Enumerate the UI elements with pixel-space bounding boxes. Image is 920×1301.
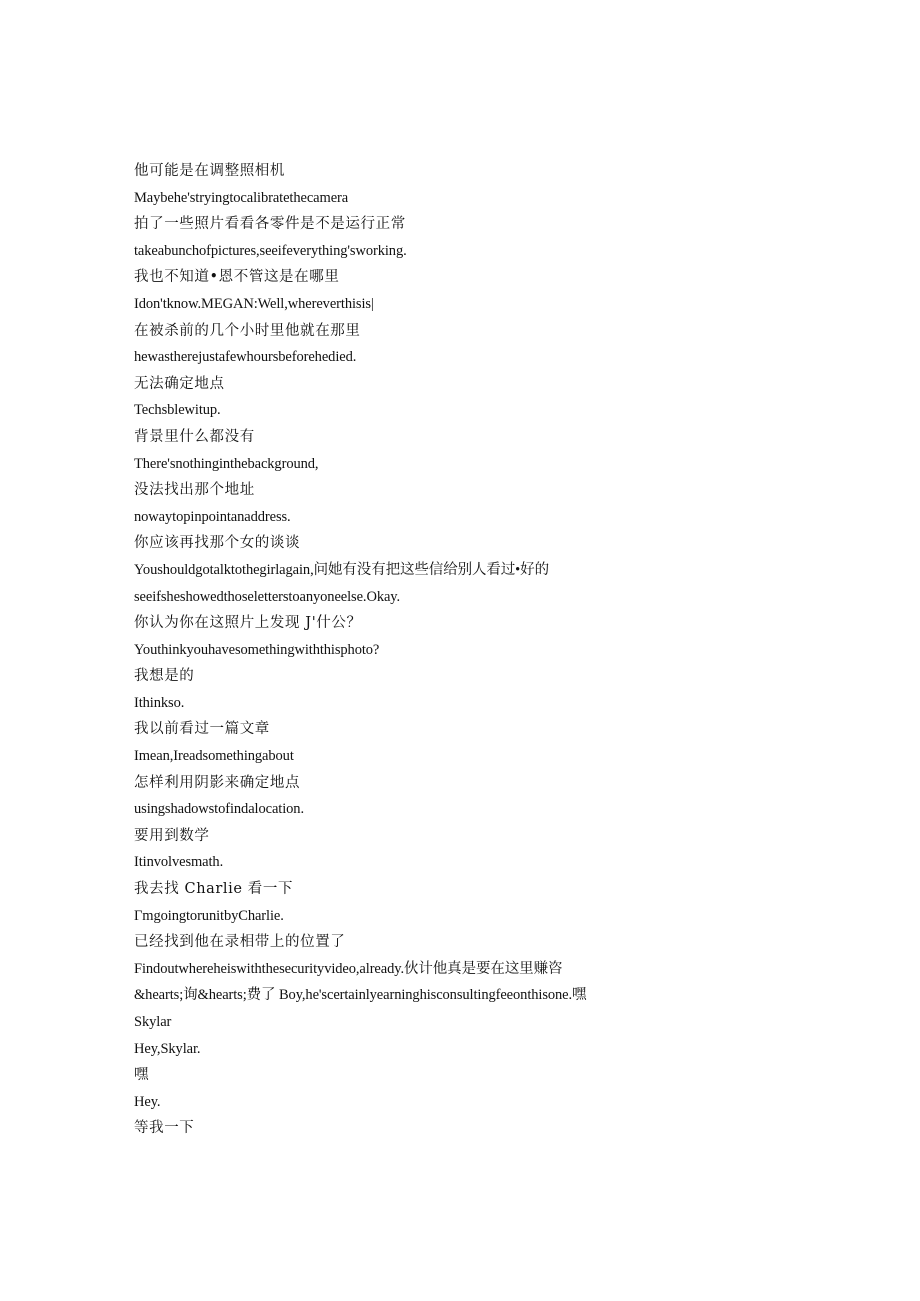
transcript-line-en: Hey,Skylar.: [134, 1040, 201, 1057]
transcript-line-en: usingshadowstofindalocation.: [134, 801, 304, 818]
transcript-line-en: Ithinkso.: [134, 694, 185, 711]
transcript-line-en: Idon'tknow.MEGAN:Well,whereverthisis|: [134, 295, 374, 312]
transcript-line-en: There'snothinginthebackground,: [134, 455, 319, 472]
transcript-line-en: Techsblewitup.: [134, 402, 221, 419]
transcript-line-en: takeabunchofpictures,seeifeverything'sworking.: [134, 242, 407, 259]
transcript-line-en: &hearts;询&hearts;费了 Boy,he'scertainlyearninghisconsultingfeeonthisone.嘿: [134, 987, 587, 1004]
transcript-line-zh: 我以前看过一篇文章: [134, 721, 270, 738]
transcript-line-zh: 无法确定地点: [134, 375, 225, 392]
transcript-line-en: Skylar: [134, 1014, 172, 1030]
transcript-line-zh: 我想是的: [134, 668, 195, 685]
transcript-line-en: Hey.: [134, 1093, 161, 1110]
transcript-line-zh: 我也不知道•恩不管这是在哪里: [134, 269, 340, 286]
transcript-page: [134, 158, 834, 1142]
transcript-line-zh: 拍了一些照片看看各零件是不是运行正常: [134, 216, 406, 233]
transcript-line-en: hewastherejustafewhoursbeforehedied.: [134, 349, 357, 366]
transcript-line-zh: 我去找 Charlie 看一下: [134, 881, 294, 898]
transcript-line-en: Youshouldgotalktothegirlagain,问她有没有把这些信给别人看过•好的: [134, 561, 549, 578]
transcript-line-zh: 你应该再找那个女的谈谈: [134, 535, 301, 552]
transcript-line-zh: 背景里什么都没有: [134, 428, 255, 445]
transcript-line-en: Youthinkyouhavesomethingwiththisphoto?: [134, 641, 380, 658]
transcript-line-zh: 他可能是在调整照相机: [134, 163, 285, 179]
transcript-line-zh: 怎样利用阴影来确定地点: [134, 774, 301, 791]
transcript-line-en: Itinvolvesmath.: [134, 854, 224, 871]
transcript-line-zh: 没法找出那个地址: [134, 482, 255, 499]
transcript-line-en: Findoutwhereheiswiththesecurityvideo,already.伙计他真是要在这里赚咨: [134, 960, 563, 977]
transcript-line-zh: 等我一下: [134, 1120, 195, 1137]
transcript-line-zh: 要用到数学: [134, 827, 210, 844]
transcript-line-zh: 在被杀前的几个小时里他就在那里: [134, 322, 361, 339]
transcript-line-en: nowaytopinpointanaddress.: [134, 508, 291, 525]
transcript-line-en: Imean,Ireadsomethingabout: [134, 748, 294, 765]
transcript-line-en: seeifsheshowedthoseletterstoanyoneelse.Okay.: [134, 588, 401, 605]
transcript-line-zh: 你认为你在这照片上发现 J'什公？: [134, 615, 362, 632]
transcript-line-en: ΓmgoingtorunitbyCharlie.: [134, 907, 284, 924]
transcript-line-zh: 已经找到他在录相带上的位置了: [134, 934, 346, 951]
transcript-line-zh: 嘿: [134, 1067, 150, 1084]
transcript-line-en: Maybehe'stryingtocalibratethecamera: [134, 189, 349, 206]
